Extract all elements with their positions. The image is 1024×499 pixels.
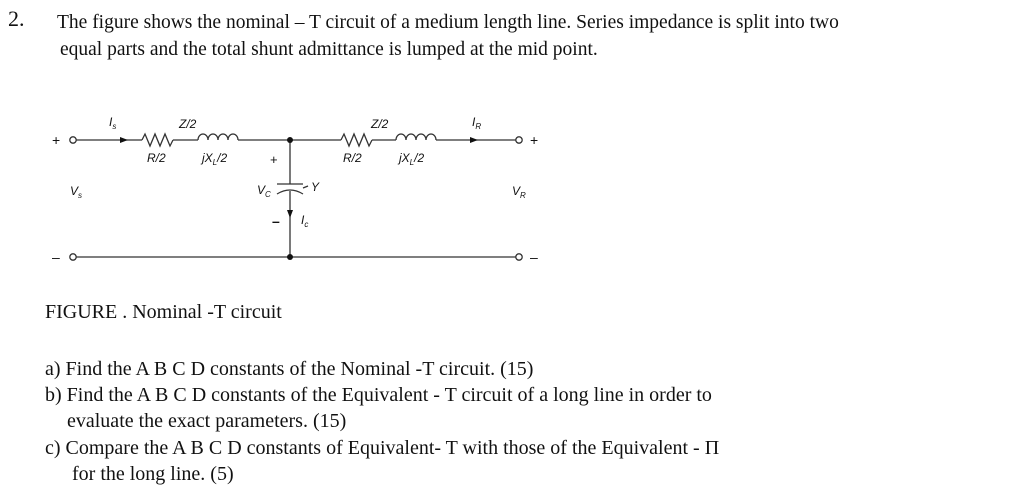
question-b-line-1: b) Find the A B C D constants of the Equivalent - T circuit of a long line in order to: [45, 384, 712, 406]
vr-label: $V_R$: [512, 184, 526, 200]
output-terminal-top: [516, 137, 522, 143]
ir-label: $I_R$: [472, 115, 482, 131]
input-terminal-top: [70, 137, 76, 143]
left-resistor: [142, 134, 173, 146]
problem-statement-line-2: equal parts and the total shunt admittance is lumped at the mid point.: [60, 39, 598, 60]
ic-label: $I_c$: [301, 213, 309, 229]
right-inductor: [396, 134, 436, 140]
question-b-line-2: evaluate the exact parameters. (15): [67, 410, 347, 432]
problem-number: 2.: [8, 6, 25, 31]
figure-caption: FIGURE . Nominal -T circuit: [45, 301, 282, 323]
problem-statement-line-1: The figure shows the nominal – T circuit of a medium length line. Series impedance is split into two: [57, 12, 839, 33]
question-c-line-2: for the long line. (5): [72, 463, 234, 485]
vc-minus-sign: –: [272, 213, 280, 229]
output-plus-sign: +: [530, 132, 539, 148]
question-b: [45, 382, 712, 434]
question-c: [45, 435, 719, 487]
junction-bottom: [287, 254, 293, 260]
left-inductor: [198, 134, 238, 140]
junction-top: [287, 137, 293, 143]
r-half-right-label: R/2: [343, 151, 362, 165]
input-plus-sign: +: [52, 132, 61, 148]
vs-label: $V_s$: [70, 184, 83, 200]
nominal-t-circuit-diagram: [0, 100, 620, 280]
problem-statement: [57, 9, 1007, 63]
is-label: $I_s$: [109, 115, 117, 131]
question-c-line-1: c) Compare the A B C D constants of Equivalent- T with those of the Equivalent - Π: [45, 437, 720, 459]
vc-label: $V_C$: [257, 183, 271, 199]
ir-arrow: [470, 137, 478, 143]
input-minus-sign: –: [52, 249, 60, 265]
input-terminal-bottom: [70, 254, 76, 260]
z-half-right-label: Z/2: [371, 117, 389, 131]
admittance-pointer: [303, 186, 308, 188]
question-a-text: a) Find the A B C D constants of the Nominal -T circuit. (15): [45, 358, 534, 380]
question-a: [45, 356, 533, 382]
output-terminal-bottom: [516, 254, 522, 260]
is-arrow: [120, 137, 128, 143]
ic-arrow: [287, 210, 293, 218]
admittance-label: Y: [311, 180, 320, 194]
jx-left-label: $jX_L/2$: [202, 151, 228, 167]
output-minus-sign: –: [530, 249, 538, 265]
vc-plus-sign: +: [270, 152, 278, 167]
right-resistor: [341, 134, 372, 146]
z-half-left-label: Z/2: [179, 117, 197, 131]
jx-right-label: $jX_L/2$: [399, 151, 425, 167]
r-half-left-label: R/2: [147, 151, 166, 165]
